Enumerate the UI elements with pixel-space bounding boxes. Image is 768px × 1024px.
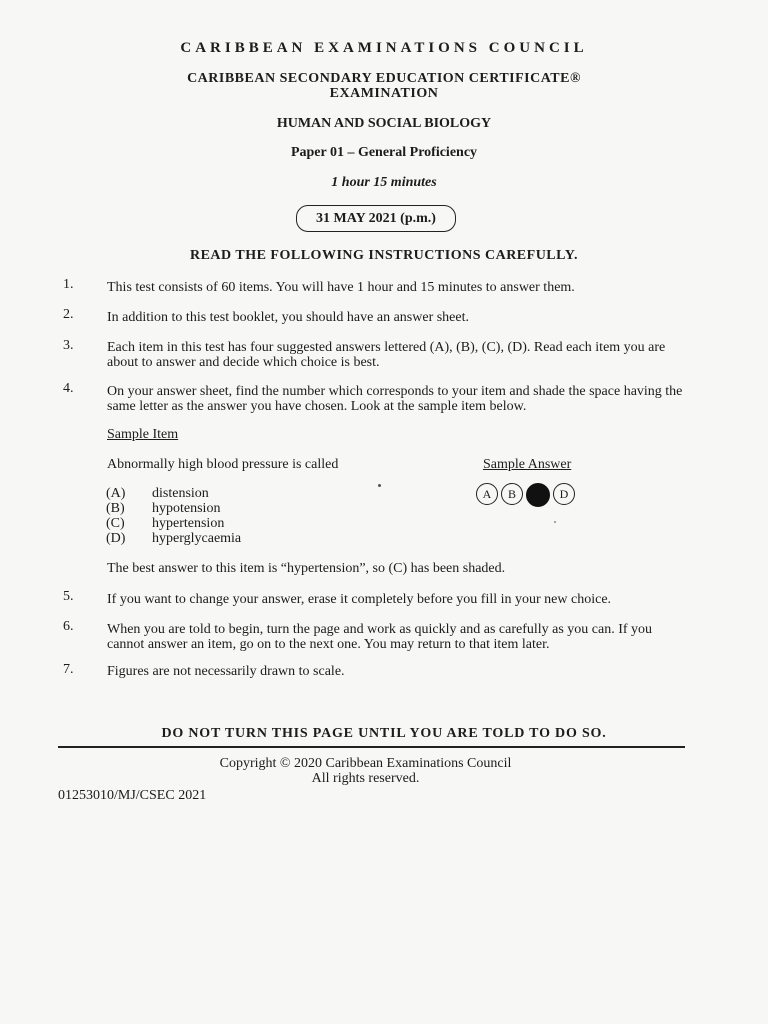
sample-option: [106, 486, 209, 501]
answer-bubble-a: A: [476, 483, 498, 505]
instruction-number: 3.: [63, 338, 74, 353]
instruction-number: 1.: [63, 277, 74, 292]
instruction-text: In addition to this test booklet, you should have an answer sheet.: [107, 310, 469, 325]
answer-bubble-c-shaded: [526, 483, 550, 507]
option-letter: (C): [106, 516, 125, 531]
option-text: hypertension: [152, 516, 225, 531]
subject-title: HUMAN AND SOCIAL BIOLOGY: [276, 116, 492, 131]
instruction-text: Figures are not necessarily drawn to scale.: [107, 664, 345, 679]
copyright-notice: Copyright © 2020 Caribbean Examinations Council: [219, 756, 512, 771]
paper-title: Paper 01 – General Proficiency: [290, 145, 478, 160]
option-text: hypotension: [152, 501, 221, 516]
scan-speck: [378, 484, 381, 487]
certificate-line-1: CARIBBEAN SECONDARY EDUCATION CERTIFICATE®: [187, 71, 581, 86]
scan-speck: [554, 521, 556, 523]
certificate-title: [0, 71, 768, 101]
do-not-turn-warning: DO NOT TURN THIS PAGE UNTIL YOU ARE TOLD TO DO SO.: [161, 726, 607, 741]
instructions-title: READ THE FOLLOWING INSTRUCTIONS CAREFULLY.: [189, 248, 579, 263]
sample-option: [106, 531, 241, 546]
answer-bubble-d: D: [553, 483, 575, 505]
copyright-block: [208, 756, 523, 786]
sample-answer-bubbles: [476, 483, 575, 507]
exam-date-box: 31 MAY 2021 (p.m.): [296, 205, 456, 232]
option-text: distension: [152, 486, 209, 501]
instruction-number: 6.: [63, 619, 74, 634]
instruction-text: On your answer sheet, find the number which corresponds to your item and shade the space having the same letter as the answer you have chosen. Look at the sample item below.: [107, 384, 683, 414]
instruction-number: 4.: [63, 381, 74, 396]
council-name: CARIBBEAN EXAMINATIONS COUNCIL: [180, 40, 588, 56]
rights-notice: All rights reserved.: [311, 771, 420, 786]
sample-explanation: The best answer to this item is “hypertension”, so (C) has been shaded.: [107, 561, 506, 576]
instruction-number: 2.: [63, 307, 74, 322]
sample-question: Abnormally high blood pressure is called: [107, 457, 339, 472]
sample-option: [106, 501, 220, 516]
certificate-line-2: EXAMINATION: [329, 86, 439, 101]
option-text: hyperglycaemia: [152, 531, 242, 546]
paper-code: 01253010/MJ/CSEC 2021: [58, 788, 207, 803]
sample-answer-label: Sample Answer: [483, 457, 572, 472]
answer-bubble-b: B: [501, 483, 523, 505]
instruction-text: Each item in this test has four suggested answers lettered (A), (B), (C), (D). Read each item you are about to answer and decide which choice is best.: [107, 340, 666, 370]
instruction-text: When you are told to begin, turn the page and work as quickly and as carefully as you can. If you cannot answer an item, go on to the next one. You may return to that item later.: [107, 622, 653, 652]
exam-duration: 1 hour 15 minutes: [331, 175, 437, 190]
option-letter: (B): [106, 501, 125, 516]
option-letter: (D): [106, 531, 126, 546]
sample-option: [106, 516, 224, 531]
instruction-number: 5.: [63, 589, 74, 604]
option-letter: (A): [106, 486, 126, 501]
footer-divider: [58, 746, 685, 748]
sample-item-heading: Sample Item: [107, 427, 179, 442]
instruction-number: 7.: [63, 662, 74, 677]
instruction-text: If you want to change your answer, erase it completely before you fill in your new choice.: [107, 592, 612, 607]
instruction-text: This test consists of 60 items. You will have 1 hour and 15 minutes to answer them.: [107, 280, 575, 295]
